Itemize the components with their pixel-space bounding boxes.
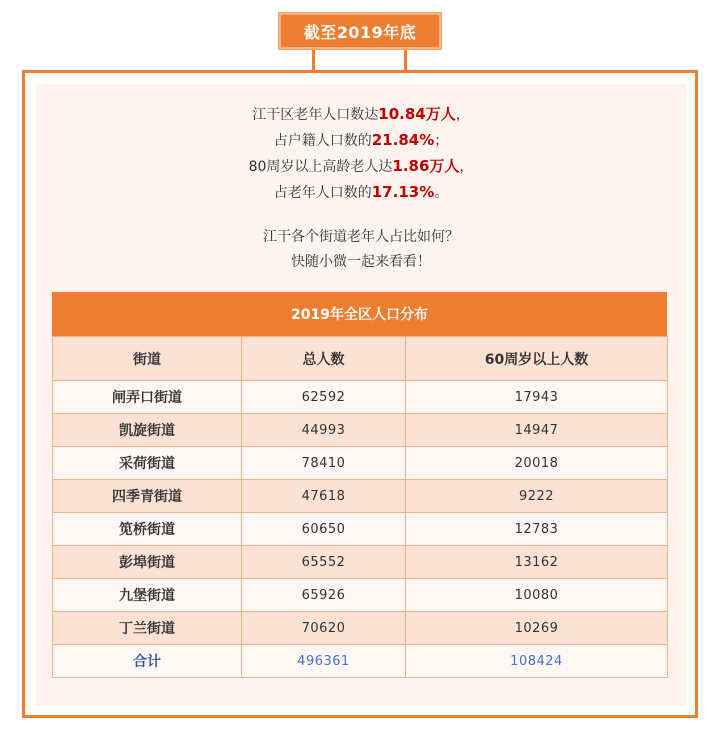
intro-line-1: 江干区老年人口数达10.84万人， [252,105,470,123]
population-table-grid [52,336,668,678]
cell-60plus: 10080 [406,579,668,612]
highlight-80plus-ratio: 17.13% [371,183,435,201]
cell-total-sum: 496361 [242,645,406,678]
cell-total: 44993 [242,414,406,447]
table-title: 2019年全区人口分布 [52,292,667,336]
cell-street: 凯旋街道 [53,414,242,447]
connector-line-right [404,50,407,72]
cell-street: 丁兰街道 [53,612,242,645]
cell-total: 62592 [242,381,406,414]
intro-line-6: 快随小微一起来看看！ [291,254,431,270]
table-row [53,447,668,480]
intro-line-3: 80周岁以上高龄老人达1.86万人， [248,157,474,175]
table-row [53,513,668,546]
population-table [52,292,667,678]
column-header-60plus: 60周岁以上人数 [406,337,668,381]
header-badge: 截至2019年底 [278,12,442,50]
table-row [53,381,668,414]
cell-60plus: 10269 [406,612,668,645]
cell-60plus: 9222 [406,480,668,513]
intro-line-5: 江干各个街道老年人占比如何？ [263,229,459,245]
cell-total: 60650 [242,513,406,546]
cell-total: 47618 [242,480,406,513]
table-row [53,579,668,612]
cell-street: 彭埠街道 [53,546,242,579]
connector-line-left [312,50,315,72]
highlight-elderly-population: 10.84万人 [378,105,456,123]
column-header-street: 街道 [53,337,242,381]
table-row [53,612,668,645]
highlight-elderly-ratio: 21.84% [371,131,435,149]
intro-text [36,102,686,275]
cell-street: 采荷街道 [53,447,242,480]
table-total-row [53,645,668,678]
cell-60plus: 20018 [406,447,668,480]
highlight-80plus-population: 1.86万人 [392,157,460,175]
cell-street: 笕桥街道 [53,513,242,546]
cell-total: 65926 [242,579,406,612]
cell-street: 四季青街道 [53,480,242,513]
cell-street: 九堡街道 [53,579,242,612]
cell-total: 78410 [242,447,406,480]
cell-60plus: 12783 [406,513,668,546]
table-row [53,546,668,579]
cell-60plus: 17943 [406,381,668,414]
cell-total: 70620 [242,612,406,645]
intro-line-4: 占老年人口数的17.13%。 [273,183,449,201]
table-header-row [53,337,668,381]
cell-60plus-sum: 108424 [406,645,668,678]
table-row [53,480,668,513]
table-row [53,414,668,447]
cell-60plus: 13162 [406,546,668,579]
intro-line-2: 占户籍人口数的21.84%； [273,131,449,149]
column-header-total: 总人数 [242,337,406,381]
cell-total-label: 合计 [53,645,242,678]
cell-total: 65552 [242,546,406,579]
cell-60plus: 14947 [406,414,668,447]
cell-street: 闸弄口街道 [53,381,242,414]
